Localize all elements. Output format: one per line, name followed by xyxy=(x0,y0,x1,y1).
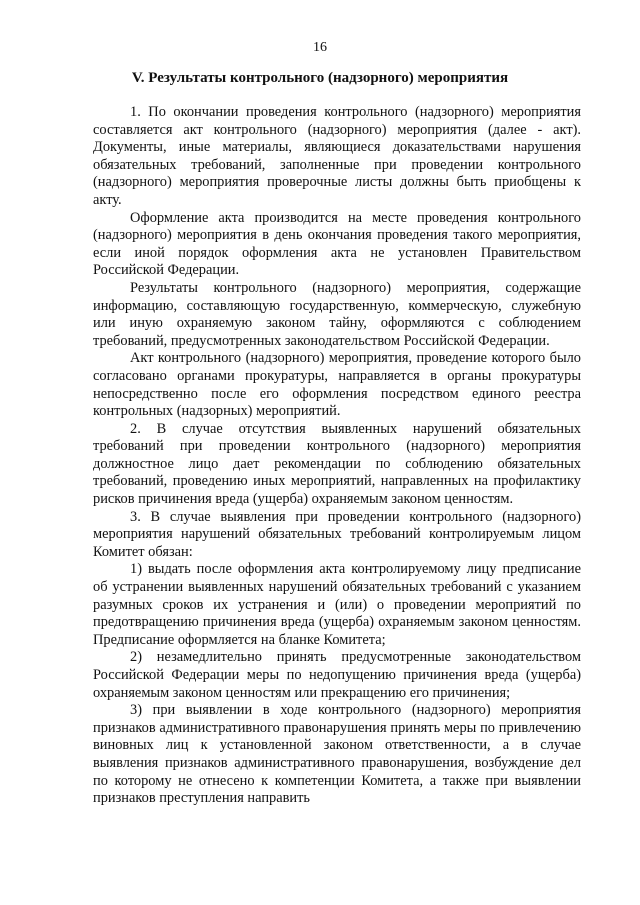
list-item-1: 1) выдать после оформления акта контролируемому лицу предписание об устранении выявленных нарушений обязательных требований с указанием разумных сроков их устранения и (или) о проведении мероприятий по предотвращению причинения вреда (ущерба) охраняемым законом ценностям. Предписание оформляется на бланке Комитета; xyxy=(93,561,581,648)
section-heading: V. Результаты контрольного (надзорного) мероприятия xyxy=(131,70,509,86)
document-body xyxy=(93,104,581,808)
list-item-2: 2) незамедлительно принять предусмотренные законодательством Российской Федерации меры по недопущению причинения вреда (ущерба) охраняемым законом ценностям или прекращению его причинения; xyxy=(93,649,581,701)
list-item-3: 3) при выявлении в ходе контрольного (надзорного) мероприятия признаков административного правонарушения принять меры по привлечению виновных лиц к установленной законом ответственности, а в случае выявления признаков административного правонарушения, возбуждение дел по которому не отнесено к компетенции Комитета, а также при выявлении признаков преступления направить xyxy=(93,702,581,807)
paragraph-violations-intro: 3. В случае выявления при проведении контрольного (надзорного) мероприятия нарушений обязательных требований контролируемым лицом Комитет обязан: xyxy=(93,508,581,560)
paragraph-prosecution: Акт контрольного (надзорного) мероприятия, проведение которого было согласовано органами прокуратуры, направляется в органы прокуратуры непосредственно после его оформления посредством единого реестра контрольных (надзорных) мероприятий. xyxy=(93,350,581,420)
paragraph-act-place: Оформление акта производится на месте проведения контрольного (надзорного) мероприятия в день окончания проведения такого мероприятия, если иной порядок оформления акта не установлен Правительством Российской Федерации. xyxy=(93,209,581,279)
paragraph-no-violations: 2. В случае отсутствия выявленных нарушений обязательных требований при проведении контрольного (надзорного) мероприятия должностное лицо дает рекомендации по соблюдению обязательных требований, проведению иных мероприятий, направленных на профилактику рисков причинения вреда (ущерба) охраняемым законом ценностям. xyxy=(93,420,581,508)
page-number: 16 xyxy=(313,40,327,55)
paragraph-act-drafting: 1. По окончании проведения контрольного (надзорного) мероприятия составляется акт контрольного (надзорного) мероприятия (далее - акт). Документы, иные материалы, являющиеся доказательствами нарушения обязательных требований, заполненные при проведении контрольного (надзорного) мероприятия проверочные листы должны быть приобщены к акту. xyxy=(93,104,581,208)
paragraph-secret-info: Результаты контрольного (надзорного) мероприятия, содержащие информацию, составляющую государственную, коммерческую, служебную или иную охраняемую законом тайну, оформляются с соблюдением требований, предусмотренных законодательством Российской Федерации. xyxy=(93,279,581,349)
